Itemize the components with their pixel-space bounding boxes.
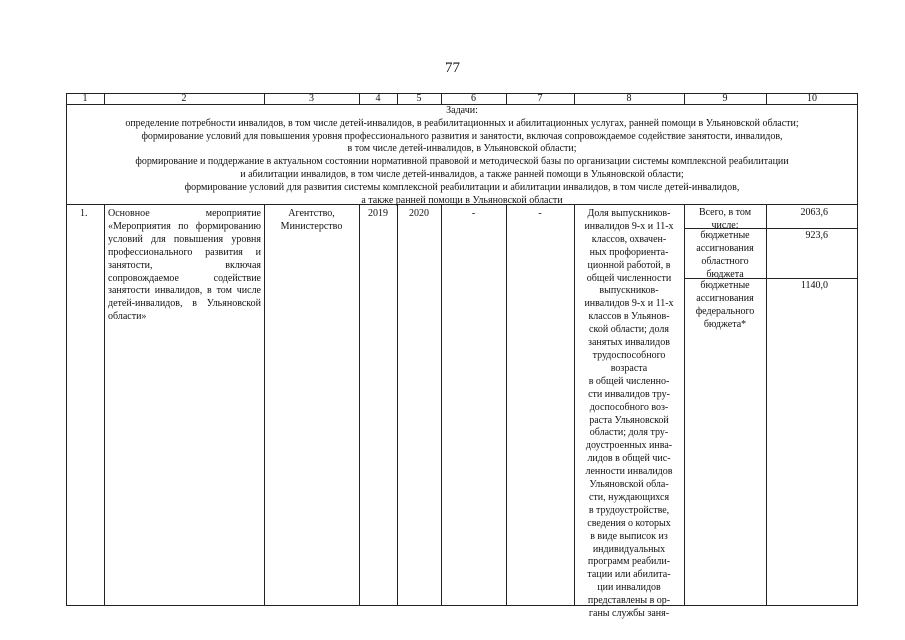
task-line: определение потребности инвалидов, в том числе детей-инвалидов, в реабилитационных и абилитационных услугах, ранней помощи в Ульяновской области; <box>125 117 799 129</box>
indicator-line: трудоспособного <box>592 349 666 361</box>
indicator-line: возраста <box>610 362 648 374</box>
indicator-line: сти, нуждающихся <box>588 491 670 503</box>
task-line: и абилитации инвалидов, в том числе детей-инвалидов, а также ранней помощи в Ульяновской области; <box>240 168 684 180</box>
indicator-line: сти инвалидов тру- <box>588 388 670 400</box>
indicator-line: выпускников- <box>599 285 659 297</box>
column-number-6: 6 <box>471 93 476 104</box>
executor <box>264 208 359 234</box>
indicator-line: занятых инвалидов <box>588 337 670 349</box>
task-line: в том числе детей-инвалидов, в Ульяновской области; <box>347 143 577 155</box>
task-line: формирование и поддержание в актуальном состоянии нормативной правовой и методической базы по организации системы комплексной реабилитации <box>135 156 789 168</box>
funding-source-line: областного <box>701 255 749 267</box>
indicator-line: ции инвалидов <box>597 582 661 594</box>
funding-source-line: бюджетные <box>700 230 750 241</box>
row-number: 1. <box>80 208 88 219</box>
table-bottom-border <box>66 605 858 606</box>
page-number: 77 <box>445 60 460 76</box>
executor-line: Агентство, <box>288 208 335 219</box>
column-number-5: 5 <box>416 93 422 104</box>
column-6-value: - <box>471 208 476 219</box>
column-number-2: 2 <box>181 93 187 104</box>
indicator-line: области; доля тру- <box>589 427 669 439</box>
year-start: 2019 <box>368 208 388 219</box>
column-number-4: 4 <box>375 93 381 104</box>
column-number-1: 1 <box>82 93 88 104</box>
funding-source-line: бюджета <box>706 268 744 280</box>
column-number-9: 9 <box>722 93 728 104</box>
funding-source-line: ассигнования <box>696 242 754 254</box>
executor-line: Министерство <box>280 220 343 232</box>
task-line: формирование условий для развития системы комплексной реабилитации и абилитации инвалидов, в том числе детей-инвалидов, <box>184 181 740 193</box>
indicator-line: представлены в ор- <box>587 595 671 607</box>
column-7-value: - <box>538 208 542 219</box>
indicator-line: индивидуальных <box>592 543 666 555</box>
column-number-10: 10 <box>807 93 817 104</box>
tasks-title: Задачи: <box>446 105 478 116</box>
indicator-line: ской области; доля <box>589 324 669 336</box>
indicator-line: сведения о которых <box>587 517 671 529</box>
funding-source-line: Всего, в том <box>698 207 752 218</box>
indicator-line: ленности инвалидов <box>585 466 673 478</box>
task-line: а также ранней помощи в Ульяновской области <box>361 194 563 206</box>
indicator-line: ных профориента- <box>589 246 669 258</box>
column-number-7: 7 <box>537 93 543 104</box>
target-indicators <box>574 208 684 621</box>
indicator-line: доспособного воз- <box>589 401 669 413</box>
indicator-line: инвалидов 9-х и 11-х <box>584 298 674 310</box>
tasks-block <box>66 105 858 207</box>
funding-source-line: федерального <box>695 305 755 317</box>
indicator-line: инвалидов 9-х и 11-х <box>584 220 674 232</box>
funding-source-line: числе: <box>711 219 739 231</box>
program-table <box>66 93 858 620</box>
indicator-line: раста Ульяновской <box>589 414 669 426</box>
indicator-line: Ульяновской обла- <box>589 479 669 491</box>
indicator-line: классов, охвачен- <box>591 233 667 245</box>
activity-name: Основное мероприятие «Мероприятия по формированию условий для повышения уровня профессионального развития и занятости, включая сопровождаемое содействие занятости инвалидов, в том числе детей-инвалидов, в Ульяновской области» <box>108 208 261 323</box>
indicator-line: в трудоустройстве, <box>588 504 670 516</box>
indicator-line: программ реабили- <box>587 556 671 568</box>
indicator-line: общей численности <box>586 272 672 284</box>
funding-amount-regional: 923,6 <box>805 230 828 241</box>
indicator-line: классов в Ульянов- <box>588 311 670 323</box>
indicator-line: ционной работой, в <box>587 259 671 271</box>
funding-amount-total: 2063,6 <box>800 207 828 218</box>
indicator-line: ганы службы заня- <box>588 608 670 620</box>
year-end: 2020 <box>409 208 429 219</box>
indicator-line: Доля выпускников- <box>587 208 671 219</box>
indicator-line: тации или абилита- <box>587 569 671 581</box>
indicator-line: в общей численно- <box>588 375 670 387</box>
indicator-line: лидов в общей чис- <box>587 453 671 465</box>
task-line: формирование условий для повышения уровня профессионального развития и занятости, включая сопровождаемое содействие занятости, инвалидов, <box>141 130 783 142</box>
column-number-3: 3 <box>309 93 314 104</box>
funding-source-line: бюджета* <box>703 318 747 330</box>
funding-source-regional <box>684 230 766 282</box>
funding-source-line: ассигнования <box>696 292 754 304</box>
indicator-line: доустроенных инва- <box>585 440 673 452</box>
funding-source-line: бюджетные <box>700 280 750 291</box>
funding-amount-federal: 1140,0 <box>800 280 828 291</box>
indicator-line: в виде выписок из <box>590 530 668 542</box>
column-number-8: 8 <box>626 93 632 104</box>
funding-source-federal <box>684 280 766 332</box>
funding-source-total <box>684 207 766 233</box>
